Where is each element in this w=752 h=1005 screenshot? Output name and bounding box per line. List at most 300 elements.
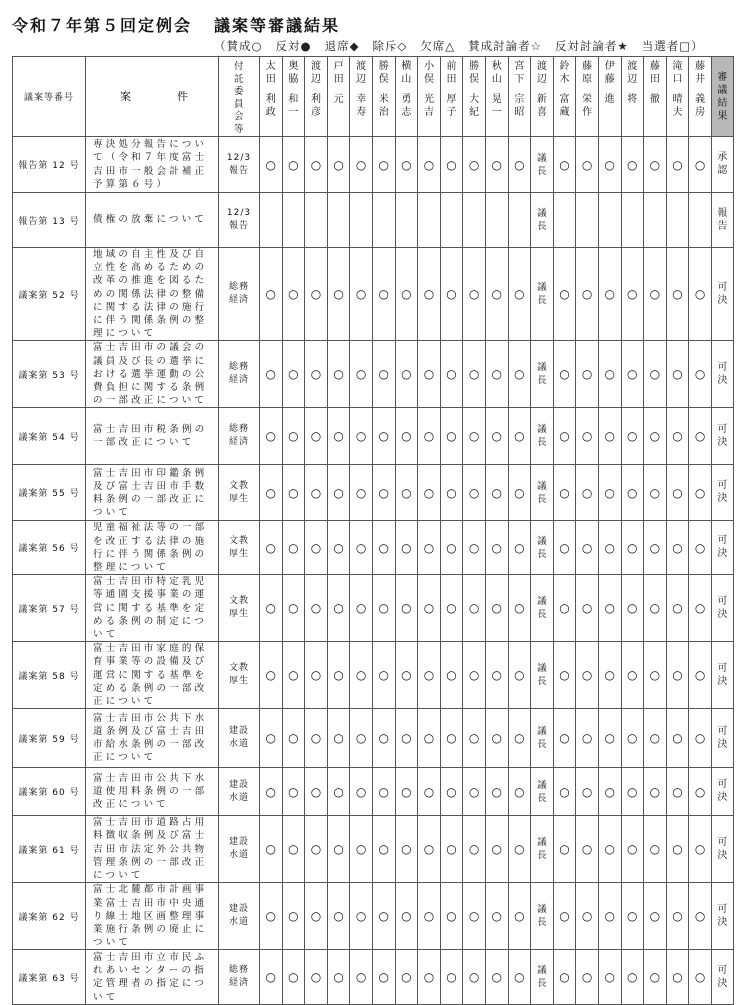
committee-line: 建設	[228, 837, 249, 848]
vote-cell	[418, 816, 441, 883]
header-item-b: 件	[177, 89, 188, 103]
chair-cell	[531, 816, 554, 883]
vote-cell	[508, 768, 531, 816]
vote-approve-icon: ○	[672, 842, 683, 857]
vote-approve-icon: ○	[694, 668, 706, 683]
bill-number: 議案第 52 号	[13, 248, 86, 341]
vote-cell	[395, 950, 418, 1005]
vote-cell	[689, 408, 712, 465]
vote-cell	[282, 341, 305, 408]
vote-cell	[305, 408, 328, 465]
bill-number: 議案第 61 号	[13, 816, 86, 883]
member-given-name: 新喜	[536, 94, 547, 118]
vote-approve-icon: ○	[401, 668, 412, 683]
vote-cell	[395, 768, 418, 816]
committee-line: 文教	[228, 596, 249, 607]
committee	[219, 341, 260, 408]
vote-approve-icon: ○	[446, 287, 457, 302]
vote-approve-icon: ○	[694, 367, 706, 382]
vote-approve-icon: ○	[333, 842, 344, 857]
vote-approve-icon: ○	[333, 668, 344, 683]
vote-approve-icon: ○	[649, 784, 661, 799]
vote-cell	[282, 883, 305, 950]
bill-title: 富士吉田市の議会の議員及び長の選挙における選挙運動の公費負担に関する条例の一部改正について	[86, 341, 219, 408]
vote-approve-icon: ○	[423, 668, 435, 683]
legend-item: 退席◆	[324, 39, 360, 53]
legend-item: （賛成○	[214, 39, 263, 53]
header-committee	[219, 57, 260, 137]
vote-cell	[350, 465, 373, 521]
vote-approve-icon: ○	[378, 970, 389, 985]
vote-approve-icon: ○	[265, 731, 277, 746]
vote-cell	[327, 408, 350, 465]
vote-cell	[395, 575, 418, 642]
chair-cell	[531, 575, 554, 642]
vote-approve-icon: ○	[581, 842, 593, 857]
committee	[219, 465, 260, 521]
vote-cell	[327, 816, 350, 883]
vote-cell	[485, 248, 508, 341]
vote-cell	[440, 521, 463, 575]
vote-cell	[418, 248, 441, 341]
vote-cell	[350, 408, 373, 465]
header-committee-label: 付託委員会等	[234, 61, 245, 135]
vote-approve-icon: ○	[355, 970, 367, 985]
vote-approve-icon: ○	[401, 287, 412, 302]
vote-cell	[418, 575, 441, 642]
table-row	[13, 248, 734, 341]
vote-approve-icon: ○	[694, 157, 706, 172]
vote-cell	[260, 950, 283, 1005]
vote-cell	[644, 883, 667, 950]
vote-cell	[576, 137, 599, 193]
member-given-name: 和一	[288, 94, 299, 118]
vote-approve-icon: ○	[649, 367, 661, 382]
bill-title: 富士吉田市公共下水道条例及び富士吉田市給水条例の一部改正について	[86, 709, 219, 768]
bill-title: 富士吉田市印鑑条例及び富士吉田市手数料条例の一部改正について	[86, 465, 219, 521]
vote-approve-icon: ○	[694, 731, 706, 746]
vote-approve-icon: ○	[514, 367, 525, 382]
vote-cell	[282, 137, 305, 193]
vote-cell	[621, 521, 644, 575]
result-label: 可決	[717, 779, 728, 804]
vote-approve-icon: ○	[672, 909, 683, 924]
vote-approve-icon: ○	[446, 367, 457, 382]
committee	[219, 950, 260, 1005]
member-header	[372, 57, 395, 137]
member-surname: 渡辺	[310, 61, 321, 85]
vote-cell	[485, 137, 508, 193]
vote-approve-icon: ○	[581, 540, 593, 555]
vote-cell	[576, 521, 599, 575]
member-given-name: 幸寿	[356, 94, 367, 118]
vote-approve-icon: ○	[581, 970, 593, 985]
vote-cell	[260, 465, 283, 521]
chair-label: 議長	[537, 596, 547, 621]
member-surname: 藤原	[582, 61, 593, 85]
vote-cell	[666, 950, 689, 1005]
vote-cell	[508, 709, 531, 768]
committee-line: 文教	[228, 480, 249, 491]
result-label: 可決	[717, 903, 728, 928]
vote-approve-icon: ○	[310, 842, 322, 857]
result-label: 可決	[717, 662, 728, 687]
vote-cell	[305, 642, 328, 709]
vote-approve-icon: ○	[468, 784, 480, 799]
vote-approve-icon: ○	[468, 367, 480, 382]
vote-approve-icon: ○	[581, 287, 593, 302]
chair-cell	[531, 408, 554, 465]
vote-cell	[644, 248, 667, 341]
vote-approve-icon: ○	[514, 601, 525, 616]
result-label: 可決	[717, 725, 728, 750]
vote-cell	[689, 575, 712, 642]
committee	[219, 883, 260, 950]
vote-cell	[350, 883, 373, 950]
vote-cell	[305, 883, 328, 950]
vote-cell	[553, 768, 576, 816]
vote-cell	[372, 408, 395, 465]
vote-approve-icon: ○	[627, 842, 638, 857]
committee-line: 厚生	[228, 493, 249, 504]
vote-cell	[553, 642, 576, 709]
vote-approve-icon: ○	[333, 157, 344, 172]
table-row	[13, 816, 734, 883]
vote-cell	[689, 883, 712, 950]
page-title	[12, 13, 340, 36]
chair-cell	[531, 193, 554, 248]
vote-cell	[418, 465, 441, 521]
vote-approve-icon: ○	[333, 540, 344, 555]
committee	[219, 709, 260, 768]
vote-approve-icon: ○	[514, 909, 525, 924]
result-cell	[711, 575, 733, 642]
chair-cell	[531, 341, 554, 408]
vote-cell	[666, 137, 689, 193]
legend-item: 賛成討論者☆	[468, 39, 542, 53]
result-cell	[711, 193, 733, 248]
vote-cell	[260, 768, 283, 816]
vote-approve-icon: ○	[401, 842, 412, 857]
vote-cell	[485, 465, 508, 521]
vote-approve-icon: ○	[491, 731, 502, 746]
chair-cell	[531, 465, 554, 521]
member-header	[350, 57, 373, 137]
vote-cell	[598, 137, 621, 193]
vote-approve-icon: ○	[310, 731, 322, 746]
vote-cell	[689, 248, 712, 341]
vote-approve-icon: ○	[288, 540, 299, 555]
member-header	[395, 57, 418, 137]
vote-approve-icon: ○	[265, 601, 277, 616]
table-row	[13, 137, 734, 193]
vote-approve-icon: ○	[491, 970, 502, 985]
vote-cell	[666, 816, 689, 883]
vote-cell	[485, 575, 508, 642]
vote-approve-icon: ○	[672, 429, 683, 444]
vote-approve-icon: ○	[446, 540, 457, 555]
header-result	[711, 57, 733, 137]
table-row	[13, 709, 734, 768]
vote-approve-icon: ○	[581, 601, 593, 616]
vote-cell	[666, 575, 689, 642]
vote-cell	[598, 521, 621, 575]
vote-approve-icon: ○	[378, 842, 389, 857]
member-given-name: 将	[627, 94, 638, 105]
vote-approve-icon: ○	[604, 157, 615, 172]
vote-approve-icon: ○	[423, 970, 435, 985]
vote-approve-icon: ○	[694, 485, 706, 500]
vote-cell	[282, 709, 305, 768]
vote-cell	[689, 193, 712, 248]
vote-cell	[395, 408, 418, 465]
vote-cell	[327, 193, 350, 248]
vote-approve-icon: ○	[355, 784, 367, 799]
vote-cell	[327, 465, 350, 521]
vote-cell	[576, 465, 599, 521]
vote-cell	[508, 642, 531, 709]
vote-cell	[553, 137, 576, 193]
vote-cell	[260, 883, 283, 950]
chair-label: 議長	[537, 282, 547, 307]
vote-approve-icon: ○	[355, 429, 367, 444]
vote-cell	[598, 642, 621, 709]
member-surname: 小俣	[423, 61, 434, 85]
vote-approve-icon: ○	[401, 429, 412, 444]
vote-cell	[598, 465, 621, 521]
vote-approve-icon: ○	[514, 485, 525, 500]
vote-approve-icon: ○	[604, 909, 615, 924]
vote-cell	[350, 709, 373, 768]
vote-cell	[463, 465, 486, 521]
chair-label: 議長	[537, 837, 547, 862]
member-surname: 藤井	[695, 61, 706, 85]
vote-cell	[418, 341, 441, 408]
vote-approve-icon: ○	[355, 485, 367, 500]
vote-approve-icon: ○	[401, 784, 412, 799]
vote-approve-icon: ○	[694, 784, 706, 799]
vote-approve-icon: ○	[604, 842, 615, 857]
vote-cell	[260, 341, 283, 408]
vote-cell	[666, 248, 689, 341]
vote-approve-icon: ○	[559, 287, 570, 302]
vote-cell	[282, 248, 305, 341]
vote-approve-icon: ○	[468, 668, 480, 683]
bill-number: 議案第 54 号	[13, 408, 86, 465]
vote-approve-icon: ○	[288, 731, 299, 746]
bill-title: 富士吉田市立市民ふれあいセンターの指定管理者の指定について	[86, 950, 219, 1005]
vote-approve-icon: ○	[514, 784, 525, 799]
vote-approve-icon: ○	[423, 731, 435, 746]
vote-approve-icon: ○	[491, 540, 502, 555]
vote-approve-icon: ○	[649, 668, 661, 683]
vote-approve-icon: ○	[401, 601, 412, 616]
vote-cell	[666, 521, 689, 575]
member-surname: 伊藤	[604, 61, 615, 85]
vote-approve-icon: ○	[604, 540, 615, 555]
vote-approve-icon: ○	[423, 909, 435, 924]
vote-approve-icon: ○	[401, 157, 412, 172]
vote-cell	[508, 465, 531, 521]
vote-cell	[282, 521, 305, 575]
vote-approve-icon: ○	[333, 909, 344, 924]
bill-number: 議案第 57 号	[13, 575, 86, 642]
vote-cell	[260, 521, 283, 575]
committee	[219, 768, 260, 816]
vote-approve-icon: ○	[649, 909, 661, 924]
member-given-name: 元	[333, 94, 344, 105]
vote-cell	[305, 248, 328, 341]
vote-approve-icon: ○	[581, 668, 593, 683]
vote-approve-icon: ○	[401, 909, 412, 924]
chair-label: 議長	[537, 362, 547, 387]
chair-label: 議長	[537, 480, 547, 505]
vote-approve-icon: ○	[559, 909, 570, 924]
vote-approve-icon: ○	[627, 784, 638, 799]
result-label: 可決	[717, 361, 728, 386]
vote-cell	[621, 137, 644, 193]
chair-label: 議長	[537, 779, 547, 804]
vote-approve-icon: ○	[559, 367, 570, 382]
vote-cell	[598, 768, 621, 816]
vote-cell	[485, 768, 508, 816]
table-row	[13, 521, 734, 575]
vote-cell	[305, 137, 328, 193]
vote-cell	[440, 883, 463, 950]
vote-cell	[553, 709, 576, 768]
member-given-name: 富蔵	[559, 94, 570, 118]
vote-approve-icon: ○	[468, 970, 480, 985]
committee	[219, 248, 260, 341]
vote-approve-icon: ○	[265, 287, 277, 302]
bill-title: 富士吉田市家庭的保育事業等の設備及び運営に関する基準を定める条例の一部改正について	[86, 642, 219, 709]
vote-cell	[418, 883, 441, 950]
table-row	[13, 883, 734, 950]
vote-cell	[689, 137, 712, 193]
vote-cell	[689, 816, 712, 883]
member-surname: 戸田	[333, 61, 344, 85]
vote-cell	[282, 408, 305, 465]
vote-cell	[440, 248, 463, 341]
vote-approve-icon: ○	[627, 909, 638, 924]
vote-cell	[666, 883, 689, 950]
committee-line: 経済	[228, 295, 249, 306]
vote-cell	[418, 521, 441, 575]
vote-approve-icon: ○	[288, 909, 299, 924]
result-cell	[711, 768, 733, 816]
vote-cell	[553, 193, 576, 248]
vote-approve-icon: ○	[672, 731, 683, 746]
vote-cell	[260, 408, 283, 465]
vote-cell	[576, 883, 599, 950]
vote-approve-icon: ○	[310, 157, 322, 172]
vote-cell	[621, 883, 644, 950]
vote-approve-icon: ○	[333, 429, 344, 444]
vote-approve-icon: ○	[581, 784, 593, 799]
chair-cell	[531, 709, 554, 768]
vote-approve-icon: ○	[423, 157, 435, 172]
vote-approve-icon: ○	[310, 601, 322, 616]
vote-cell	[372, 465, 395, 521]
vote-cell	[372, 248, 395, 341]
vote-approve-icon: ○	[468, 540, 480, 555]
vote-approve-icon: ○	[310, 784, 322, 799]
vote-cell	[463, 575, 486, 642]
vote-approve-icon: ○	[604, 601, 615, 616]
vote-approve-icon: ○	[265, 842, 277, 857]
chair-cell	[531, 768, 554, 816]
bill-title: 富士吉田市特定乳児等通園支援事業の運営に関する基準を定める条例の制定について	[86, 575, 219, 642]
vote-approve-icon: ○	[514, 157, 525, 172]
vote-approve-icon: ○	[468, 429, 480, 444]
vote-approve-icon: ○	[446, 909, 457, 924]
vote-cell	[485, 950, 508, 1005]
committee-line: 総務	[228, 424, 249, 435]
vote-approve-icon: ○	[581, 909, 593, 924]
committee-line: 文教	[228, 663, 249, 674]
vote-cell	[350, 950, 373, 1005]
bill-number: 議案第 62 号	[13, 883, 86, 950]
vote-cell	[508, 408, 531, 465]
vote-cell	[644, 408, 667, 465]
vote-approve-icon: ○	[604, 287, 615, 302]
vote-cell	[508, 137, 531, 193]
vote-cell	[508, 341, 531, 408]
vote-cell	[666, 768, 689, 816]
vote-approve-icon: ○	[265, 429, 277, 444]
vote-cell	[305, 575, 328, 642]
vote-cell	[395, 709, 418, 768]
vote-approve-icon: ○	[514, 842, 525, 857]
result-label: 報告	[717, 207, 728, 232]
table-row	[13, 465, 734, 521]
member-given-name: 光吉	[423, 94, 434, 118]
committee-line: 水道	[228, 917, 249, 928]
legend-item: 除斥◇	[372, 39, 408, 53]
vote-approve-icon: ○	[288, 601, 299, 616]
vote-cell	[644, 642, 667, 709]
vote-cell	[395, 137, 418, 193]
vote-cell	[350, 137, 373, 193]
vote-cell	[689, 768, 712, 816]
member-surname: 宮下	[514, 61, 525, 85]
chair-cell	[531, 521, 554, 575]
vote-cell	[260, 193, 283, 248]
vote-approve-icon: ○	[468, 601, 480, 616]
vote-cell	[463, 768, 486, 816]
vote-approve-icon: ○	[581, 429, 593, 444]
vote-approve-icon: ○	[423, 367, 435, 382]
vote-cell	[418, 768, 441, 816]
committee	[219, 193, 260, 248]
vote-cell	[327, 575, 350, 642]
committee-line: 経済	[228, 978, 249, 989]
result-cell	[711, 465, 733, 521]
vote-cell	[576, 248, 599, 341]
member-given-name: 晃一	[491, 94, 502, 118]
vote-approve-icon: ○	[581, 485, 593, 500]
result-label: 可決	[717, 480, 728, 505]
vote-approve-icon: ○	[604, 784, 615, 799]
vote-approve-icon: ○	[468, 909, 480, 924]
bill-title: 富士吉田市道路占用料徴収条例及び富士吉田市法定外公共物管理条例の一部改正について	[86, 816, 219, 883]
chair-label: 議長	[537, 152, 547, 177]
vote-approve-icon: ○	[604, 429, 615, 444]
vote-cell	[395, 816, 418, 883]
vote-approve-icon: ○	[559, 157, 570, 172]
vote-cell	[508, 816, 531, 883]
vote-cell	[553, 950, 576, 1005]
